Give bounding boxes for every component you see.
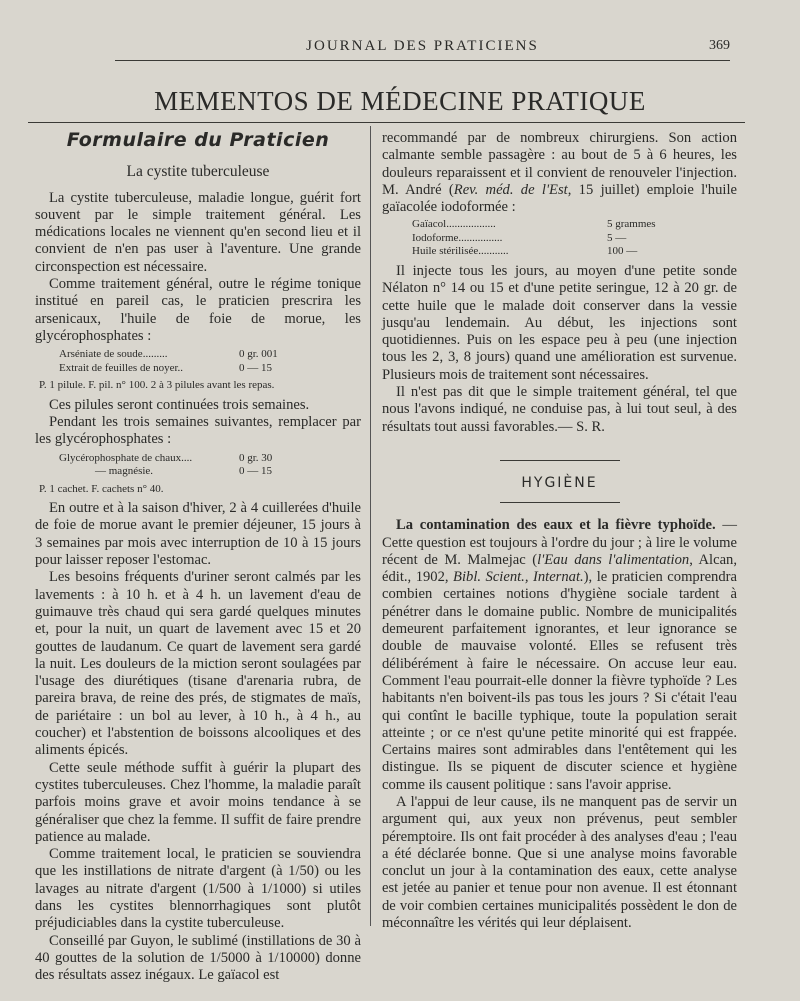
text-run: Il n'est pas dit que le simple traitement général, tel que nous l'avons indiqué, ne conduise pas, à lui tout seul, à des résultats tout aussi favorables. [382, 384, 737, 435]
prescription-table [35, 452, 361, 479]
paragraph: La cystite tuberculeuse, maladie longue, guérit fort souvent par le simple traitement général. Les médications locales ne viennent qu'en second lieu et il convient de n'en pas user à l'aventure. Une grande circonspection est nécessaire. [35, 189, 361, 275]
prescription-table [382, 218, 737, 259]
prescription-row [412, 218, 737, 232]
article-title: La contamination des eaux et la fièvre typhoïde. [396, 517, 716, 534]
ingredient-name: Glycérophosphate de chaux.... [59, 451, 193, 464]
ingredient-dose: 100 — [607, 245, 638, 258]
running-head [115, 38, 730, 61]
paragraph: Les besoins fréquents d'uriner seront calmés par les lavements : à 10 h. et à 4 h. un lavement d'eau de guimauve très chaud qui sera gardé quelques minutes et, pour la nuit, un quart de lavement avec 15 et 20 gouttes de laudanum. Ce quart de lavement sera gardé la nuit. Les douleurs de la miction seront soulagées par l'usage des diurétiques (tisane d'arenaria rubra, de pareira brava, de reine des prés, de stigmates de maïs, de pariétaire : un bol au lever, à 10 h., à 4 h., au coucher) et l'abstention de boissons alcooliques et des aliments épicés. [35, 569, 361, 759]
prescription-row [412, 245, 737, 259]
ingredient-name: Iodoforme................ [412, 231, 503, 244]
prescription-row [35, 362, 361, 376]
paragraph [382, 517, 737, 794]
paragraph [382, 384, 737, 436]
ingredient-dose: 5 grammes [607, 218, 656, 231]
paragraph: A l'appui de leur cause, ils ne manquent pas de servir un argument qui, aux yeux non prévenus, peut sembler péremptoire. Ils ont fait procéder à des analyses d'eau ; l'eau a été déclarée bonne. Que si une analyse moins favorable conclut un jour à la contamination des eaux, cette analyse est jetée au panier et tenue pour non avenue. Il est étonnant de voir combien certaines municipalités possèdent le don de méconnaître les vérités qui leur déplaisent. [382, 794, 737, 932]
ingredient-dose: 5 — [607, 231, 627, 244]
text-run: recommandé par de nombreux chirurgiens. Son action calmante semble passagère : au bout de 5 à 6 heures, les douleurs reparaissent et il convient de renouveler l'injection. M. André ( [382, 130, 737, 198]
ingredient-name: Extrait de feuilles de noyer.. [59, 361, 184, 374]
prescription-note: P. 1 pilule. F. pil. n° 100. 2 à 3 pilules avant les repas. [39, 379, 275, 392]
prescription-note: P. 1 cachet. F. cachets n° 40. [39, 482, 164, 495]
right-column [382, 130, 737, 932]
ingredient-name: Arséniate de soude......... [59, 348, 168, 361]
hygiene-section-header [382, 460, 737, 503]
paragraph [382, 130, 737, 216]
ingredient-dose: 0 — 15 [239, 361, 272, 374]
paragraph: Ces pilules seront continuées trois semaines. [49, 396, 310, 413]
ingredient-name: — magnésie. [95, 465, 154, 478]
paragraph: Comme traitement général, outre le régime tonique institué en pareil cas, le praticien prescrira les arsenicaux, l'huile de foie de morue, les glycérophosphates : [35, 276, 361, 344]
divider [500, 502, 620, 503]
citation: l'Eau dans l'alimentation [537, 551, 690, 568]
page-number: 369 [709, 38, 730, 53]
column-divider [370, 126, 371, 926]
text-run: — Cette question est toujours à l'ordre du jour ; à lire le volume récent de M. Malmejac ( [382, 517, 737, 568]
divider [500, 460, 620, 461]
left-column [35, 130, 361, 984]
paragraph: Comme traitement local, le praticien se souviendra que les instillations de nitrate d'argent (à 1/50) ou les lavages au nitrate d'argent (1/500 à 1/1000) si utiles dans les cystites blennorrhagiques sont plutôt préjudiciables dans la cystite tuberculeuse. [35, 846, 361, 932]
ingredient-name: Huile stérilisée........... [412, 245, 509, 258]
paragraph: Il injecte tous les jours, au moyen d'une petite sonde Nélaton n° 14 ou 15 et d'une petite seringue, 12 à 20 gr. de cette huile que le malade doit conserver dans la vessie jusqu'au lendemain. Au début, les injections sont quotidiennes. Puis on les espace peu à peu (une injection tous les 2, 3, 8 jours) quand une amélioration est survenue. Plusieurs mois de traitement sont nécessaires. [382, 262, 737, 383]
text-run: , Alcan, édit., 1902, [382, 551, 737, 586]
text-run: , 15 juillet) emploie l'huile gaïacolée iodoformée : [382, 181, 737, 216]
prescription-row [35, 348, 361, 362]
citation: Rev. méd. de l'Est [453, 181, 568, 198]
paragraph: En outre et à la saison d'hiver, 2 à 4 cuillerées d'huile de foie de morue avant le premier déjeuner, 15 jours à 3 semaines par mois avec interruption de 10 à 15 jours pour laisser reposer l'estomac. [35, 500, 361, 569]
section-rule [28, 122, 745, 123]
article-subhead: La cystite tuberculeuse [126, 163, 270, 181]
paragraph: Cette seule méthode suffit à guérir la plupart des cystites tuberculeuses. Chez l'homme, la maladie paraît parfois moins grave et avoir moins tendance à se généraliser que chez la femme. Il suffit de faire prendre patience au malade. [35, 759, 361, 845]
prescription-row [412, 232, 737, 246]
formulaire-heading: Formulaire du Praticien [66, 129, 330, 151]
citation: Bibl. Scient., Internat. [453, 569, 584, 586]
prescription-table [35, 348, 361, 375]
ingredient-name: Gaïacol.................. [412, 218, 496, 231]
ingredient-dose: 0 gr. 001 [239, 348, 278, 361]
prescription-row [35, 465, 361, 479]
prescription-row [35, 452, 361, 466]
paragraph: Conseillé par Guyon, le sublimé (instillations de 30 à 40 gouttes de la solution de 1/5000 à 1/10000) donne des résultats assez inégaux. Le gaïacol est [35, 932, 361, 984]
author-signature: — S. R. [557, 418, 605, 435]
journal-name: JOURNAL DES PRATICIENS [306, 38, 539, 54]
paragraph: Pendant les trois semaines suivantes, remplacer par les glycérophosphates : [35, 414, 361, 448]
text-run: ), le praticien comprendra combien certaines notions d'hygiène sociale tardent à pénétrer dans le domaine public. Nombre de municipalités demeurent parfaitement ignorantes, et leur ignorance se double de mauvaise volonté. Elles se refusent très délibérément à faire le nécessaire. On accuse leur eau. Comment l'eau pourrait-elle donner la fièvre typhoïde ? Les habitants n'en boivent-ils pas tous les jours ? Si c'était l'eau qui contînt le bacille typhique, toute la population serait atteinte ; or ce n'est qu'une petite minorité qui est frappée. Certains maires sont admirables dans l'entêtement qui les distingue. Ils se piquent de discuter science et hygiène comme ils causent politique : sans l'avoir apprise. [382, 569, 737, 793]
section-title: MEMENTOS DE MÉDECINE PRATIQUE [154, 86, 646, 116]
hygiene-heading: HYGIÈNE [521, 474, 598, 491]
ingredient-dose: 0 gr. 30 [239, 451, 273, 464]
ingredient-dose: 0 — 15 [239, 465, 272, 478]
